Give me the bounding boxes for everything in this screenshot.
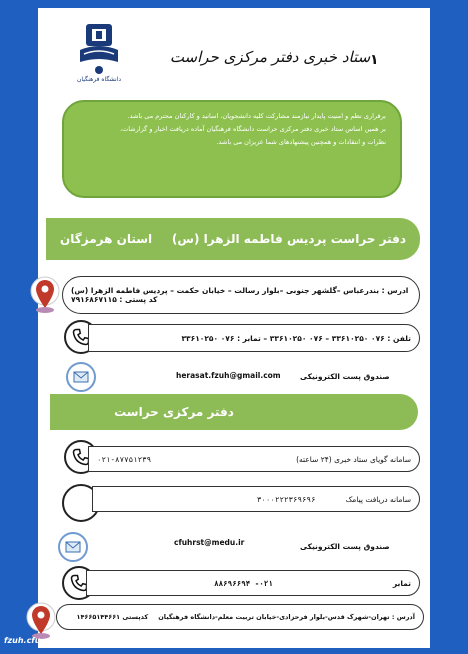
page-number: ۱	[370, 52, 379, 68]
central-email[interactable]: cfuhrst@medu.ir	[174, 538, 245, 547]
office-address: ادرس : بندرعباس –گلشهر جنوبی –بلوار رسالت – خیابان حکمت – پردیس فاطمه الزهرا (س)	[71, 286, 409, 295]
office-address-row	[62, 276, 420, 314]
intro-line: برقراری نظم و امنیت پایدار نیازمند مشارکت کلیه دانشجویان، اساتید و کارکنان محترم می باشد.	[127, 112, 386, 120]
fax-number: ۰۲۱- ۸۸۶۹۶۶۹۴	[214, 578, 273, 588]
page-title: ستاد خبری دفتر مرکزی حراست	[169, 48, 371, 66]
hotline-label: سامانه گویای ستاد خبری (۲۴ ساعته)	[296, 454, 411, 464]
logo-caption: دانشگاه فرهنگیان	[76, 76, 122, 83]
central-postal: کدپستی ۱۴۶۶۵۱۴۴۶۶۱	[76, 613, 149, 621]
location-pin-icon	[30, 276, 60, 316]
sms-number: ۳۰۰۰۲۲۲۳۶۹۶۹۶	[256, 494, 316, 504]
central-name: دفتر مرکزی حراست	[114, 405, 234, 419]
intro-box	[62, 100, 402, 198]
sms-row	[92, 486, 420, 512]
hotline-row	[88, 446, 420, 472]
sms-label: سامانه دریافت پیامک	[345, 494, 411, 504]
central-banner	[50, 394, 418, 430]
office-postal: کد پستی : ۷۹۱۶۸۶۷۱۱۵	[71, 295, 158, 304]
email-icon	[58, 532, 88, 562]
office-phone-row	[88, 324, 420, 352]
hotline-number: ۰۲۱-۸۷۷۵۱۲۳۹	[97, 454, 152, 464]
intro-line: نظرات و انتقادات و همچنین پیشنهادهای شما عزیزان می باشد.	[216, 138, 386, 146]
central-email-label: صندوق پست الکترونیکی	[300, 542, 390, 551]
central-address-row	[56, 604, 424, 630]
fax-row	[86, 570, 420, 596]
footer-site[interactable]: fzuh.cfu.ac.ir	[4, 636, 64, 645]
office-province: استان هرمزگان	[60, 232, 153, 246]
central-address: آدرس : تهران-شهرک قدس-بلوار فرحزادی-خیابان تربیت معلم-دانشگاه فرهنگیان	[158, 613, 415, 621]
office-name: دفتر حراست پردیس فاطمه الزهرا (س)	[171, 232, 406, 246]
office-email-label: صندوق پست الکترونیکی	[300, 372, 390, 381]
fax-label: تمابر	[392, 578, 411, 588]
office-email[interactable]: herasat.fzuh@gmail.com	[176, 371, 281, 380]
intro-line: بر همین اساس ستاد خبری دفتر مرکزی حراست دانشگاه فرهنگیان آماده دریافت اخبار و گزارشات،	[119, 125, 386, 133]
office-banner	[46, 218, 420, 260]
email-icon	[66, 362, 96, 392]
office-phone: تلفن : ۰۷۶ ۳۳۶۱۰۲۵۰ – ۰۷۶ ۳۳۶۱۰۲۵۰ – تمابر : ۰۷۶ ۳۳۶۱۰۲۵۰	[181, 333, 411, 343]
